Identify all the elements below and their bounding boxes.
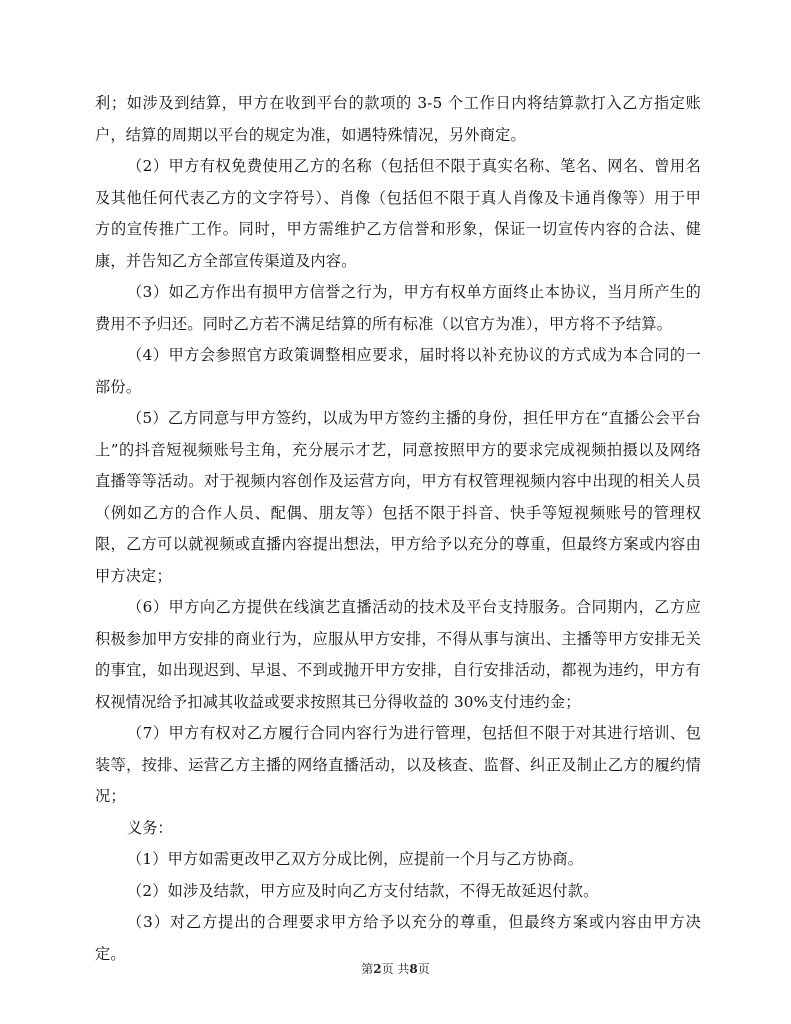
footer-prefix: 第 [361, 962, 374, 976]
obligation-3: （3）对乙方提出的合理要求甲方给予以充分的尊重，但最终方案或内容由甲方决定。 [95, 913, 701, 963]
obligation-2: （2）如涉及结款，甲方应及时向乙方支付结款，不得无故延迟付款。 [127, 881, 599, 900]
footer-total-pages: 8 [409, 962, 418, 976]
clause-6: （6）甲方向乙方提供在线演艺直播活动的技术及平台支持服务。合同期内，乙方应积极参加甲方安排的商业行为，应服从甲方安排，不得从事与演出、主播等甲方安排无关的事宜，如出现迟到、早退、不到或抛开甲方安排，自行安排活动，都视为违约，甲方有权视情况给予扣减其收益或要求按照其已分得收益的 30%支付违约金； [95, 598, 701, 711]
clause-4: （4）甲方会参照官方政策调整相应要求，届时将以补充协议的方式成为本合同的一部份。 [95, 346, 701, 396]
paragraph-continuation: 利；如涉及到结算，甲方在收到平台的款项的 3-5 个工作日内将结算款打入乙方指定账户，结算的周期以平台的规定为准，如遇特殊情况，另外商定。 [95, 94, 701, 144]
obligation-1: （1）甲方如需更改甲乙双方分成比例，应提前一个月与乙方协商。 [127, 850, 584, 868]
footer-page-number: 2 [373, 962, 382, 976]
footer-middle: 页 共 [381, 962, 410, 976]
page-footer [0, 960, 791, 977]
clause-3: （3）如乙方作出有损甲方信誉之行为，甲方有权单方面终止本协议，当月所产生的费用不予归还。同时乙方若不满足结算的所有标准（以官方为准），甲方将不予结算。 [95, 283, 701, 333]
document-body [95, 88, 701, 970]
clause-7: （7）甲方有权对乙方履行合同内容行为进行管理，包括但不限于对其进行培训、包装等，按排、运营乙方主播的网络直播活动，以及核查、监督、纠正及制止乙方的履约情况； [95, 724, 701, 805]
clause-2: （2）甲方有权免费使用乙方的名称（包括但不限于真实名称、笔名、网名、曾用名及其他任何代表乙方的文字符号）、肖像（包括但不限于真人肖像及卡通肖像等）用于甲方的宣传推广工作。同时，甲方需维护乙方信誉和形象，保证一切宣传内容的合法、健康，并告知乙方全部宣传渠道及内容。 [95, 157, 701, 270]
footer-suffix: 页 [417, 962, 430, 976]
section-heading-obligations: 义务： [127, 818, 173, 837]
clause-5: （5）乙方同意与甲方签约，以成为甲方签约主播的身份，担任甲方在“直播公会平台上”的抖音短视频账号主角，充分展示才艺，同意按照甲方的要求完成视频拍摄以及网络直播等等活动。对于视频内容创作及运营方向，甲方有权管理视频内容中出现的相关人员（例如乙方的合作人员、配偶、朋友等）包括不限于抖音、快手等短视频账号的管理权限，乙方可以就视频或直播内容提出想法，甲方给予以充分的尊重，但最终方案或内容由甲方决定； [95, 409, 701, 585]
